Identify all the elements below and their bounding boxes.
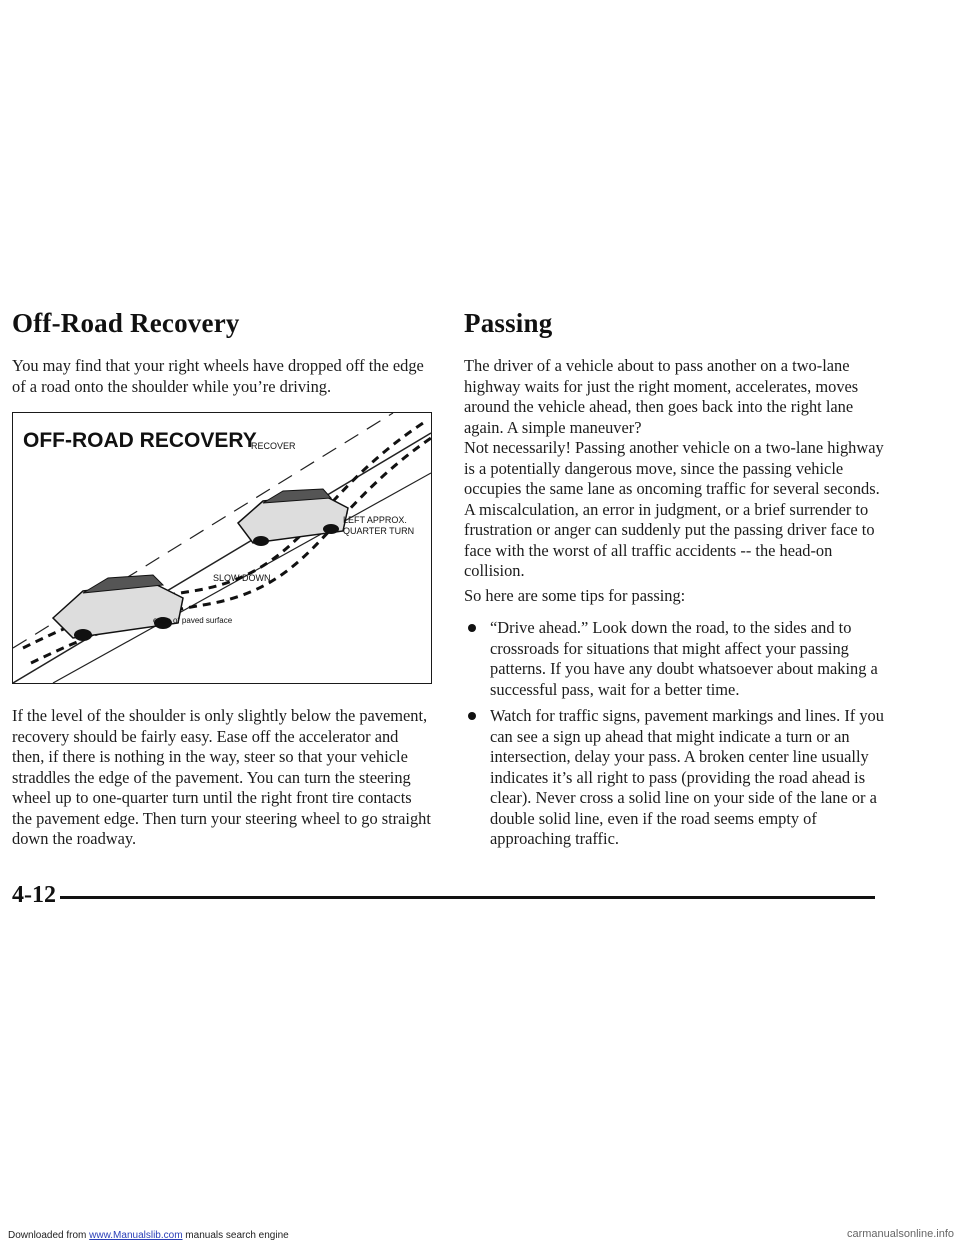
label-turn-line2: QUARTER TURN <box>343 526 415 536</box>
passing-tips-list <box>464 618 884 856</box>
bullet-icon <box>468 624 476 632</box>
bullet-icon <box>468 712 476 720</box>
page-number: 4-12 <box>12 882 56 908</box>
label-edge-paved: edge of paved surface <box>153 616 233 625</box>
off-road-recovery-illustration <box>12 412 432 684</box>
passing-danger-text: Not necessarily! Passing another vehicle on a two-lane highway is a potentially dangerous move, since the passing vehicle occupies the same lane as oncoming traffic for several seconds. A miscalculation, an error in judgment, or a brief surrender to frustration or anger can suddenly put the passing driver face to face with the worst of all traffic accidents -- the head-on collision. <box>464 438 884 580</box>
list-item <box>464 706 884 850</box>
tip-watch-signs: Watch for traffic signs, pavement markings and lines. If you can see a sign up ahead that might indicate a turn or an intersection, delay your pass. A broken center line usually indicates it’s all right to pass (providing the road ahead is clear). Never cross a solid line on your side of the lane or a double solid line, even if the road seems empty of approaching traffic. <box>490 706 884 848</box>
recovery-diagram <box>13 413 431 683</box>
passing-title: Passing <box>464 308 553 338</box>
label-slow-down: SLOW DOWN <box>213 573 271 583</box>
figure-heading: OFF-ROAD RECOVERY <box>23 429 257 452</box>
download-prefix: Downloaded from <box>8 1230 90 1241</box>
download-suffix: manuals search engine <box>182 1230 289 1241</box>
list-item <box>464 618 884 700</box>
watermark-text: carmanualsonline.info <box>846 1228 954 1240</box>
left-column <box>12 308 432 848</box>
footer-rule <box>60 896 875 899</box>
off-road-recovery-title: Off-Road Recovery <box>12 308 240 338</box>
car-slowing-icon <box>53 575 183 641</box>
passing-tips-lead: So here are some tips for passing: <box>464 586 686 605</box>
off-road-intro-text: You may find that your right wheels have dropped off the edge of a road onto the shoulder while you’re driving. <box>12 356 424 396</box>
manualslib-link[interactable]: www.Manualslib.com <box>89 1230 183 1241</box>
road-edge-line <box>13 433 431 683</box>
passing-intro-text: The driver of a vehicle about to pass another on a two-lane highway waits for just the right moment, accelerates, moves around the vehicle ahead, then goes back into the right lane again. A simple maneuver? <box>464 356 859 437</box>
label-turn-line1: LEFT APPROX. <box>343 515 407 525</box>
download-source-line <box>8 1230 289 1241</box>
tip-drive-ahead: “Drive ahead.” Look down the road, to the sides and to crossroads for situations that might affect your passing patterns. If you have any doubt whatsoever about making a successful pass, wait for a better time. <box>490 618 878 699</box>
right-column <box>464 308 884 848</box>
car-recovering-icon <box>238 489 348 546</box>
off-road-instructions-text: If the level of the shoulder is only slightly below the pavement, recovery should be fairly easy. Ease off the accelerator and then, if there is nothing in the way, steer so that your vehicle straddles the edge of the pavement. You can turn the steering wheel up to one-quarter turn until the right front tire contacts the pavement edge. Then turn your steering wheel to go straight down the roadway. <box>12 706 431 848</box>
label-recover: RECOVER <box>251 441 296 451</box>
